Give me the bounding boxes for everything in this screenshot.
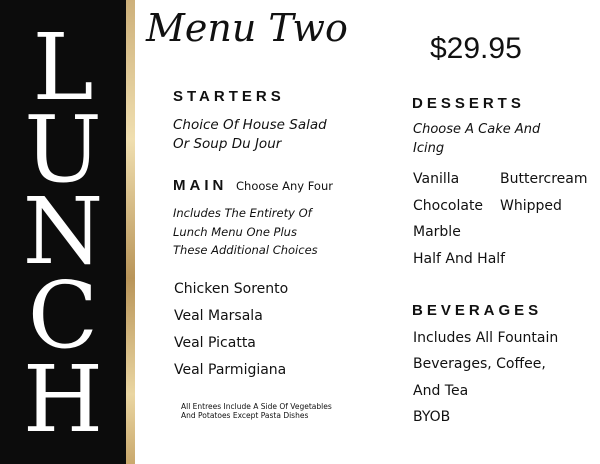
starters-line-1: Choice Of House Salad bbox=[173, 117, 327, 133]
cake-option: Vanilla bbox=[413, 171, 460, 187]
beverages-line-3: And Tea bbox=[413, 383, 469, 399]
main-item: Veal Marsala bbox=[174, 308, 263, 324]
main-item: Veal Parmigiana bbox=[174, 362, 287, 378]
cake-option: Chocolate bbox=[413, 198, 484, 214]
main-desc-line-1: Includes The Entirety Of bbox=[173, 206, 312, 220]
main-heading: MAIN bbox=[173, 177, 228, 194]
menu-title: Menu Two bbox=[146, 6, 348, 50]
cake-option: Marble bbox=[413, 224, 461, 240]
lunch-letter-h: H bbox=[22, 346, 104, 453]
main-item: Chicken Sorento bbox=[174, 281, 289, 297]
gold-divider bbox=[126, 0, 135, 464]
desserts-heading: DESSERTS bbox=[412, 95, 525, 112]
beverages-heading: BEVERAGES bbox=[412, 302, 543, 319]
beverages-line-1: Includes All Fountain bbox=[413, 330, 559, 346]
desserts-line-1: Choose A Cake And bbox=[413, 122, 541, 137]
desserts-line-2: Icing bbox=[413, 141, 445, 156]
icing-option: Whipped bbox=[500, 198, 562, 214]
menu-price: $29.95 bbox=[430, 32, 522, 65]
main-footnote-line-2: And Potatoes Except Pasta Dishes bbox=[181, 411, 309, 420]
starters-line-2: Or Soup Du Jour bbox=[173, 136, 282, 152]
beverages-line-2: Beverages, Coffee, bbox=[413, 356, 546, 372]
starters-heading: STARTERS bbox=[173, 88, 285, 105]
lunch-letter-n: N bbox=[22, 178, 104, 285]
lunch-letter-u: U bbox=[24, 96, 102, 203]
main-desc-line-2: Lunch Menu One Plus bbox=[173, 225, 297, 239]
icing-option: Buttercream bbox=[500, 171, 588, 187]
lunch-letter-c: C bbox=[27, 262, 99, 369]
main-desc-line-3: These Additional Choices bbox=[173, 243, 318, 257]
cake-option: Half And Half bbox=[413, 251, 506, 267]
main-note: Choose Any Four bbox=[236, 179, 333, 193]
main-footnote-line-1: All Entrees Include A Side Of Vegetables bbox=[181, 402, 332, 411]
main-item: Veal Picatta bbox=[174, 335, 256, 351]
beverages-line-4: BYOB bbox=[413, 409, 451, 425]
sidebar-panel bbox=[0, 0, 126, 464]
lunch-letter-l: L bbox=[32, 14, 94, 121]
